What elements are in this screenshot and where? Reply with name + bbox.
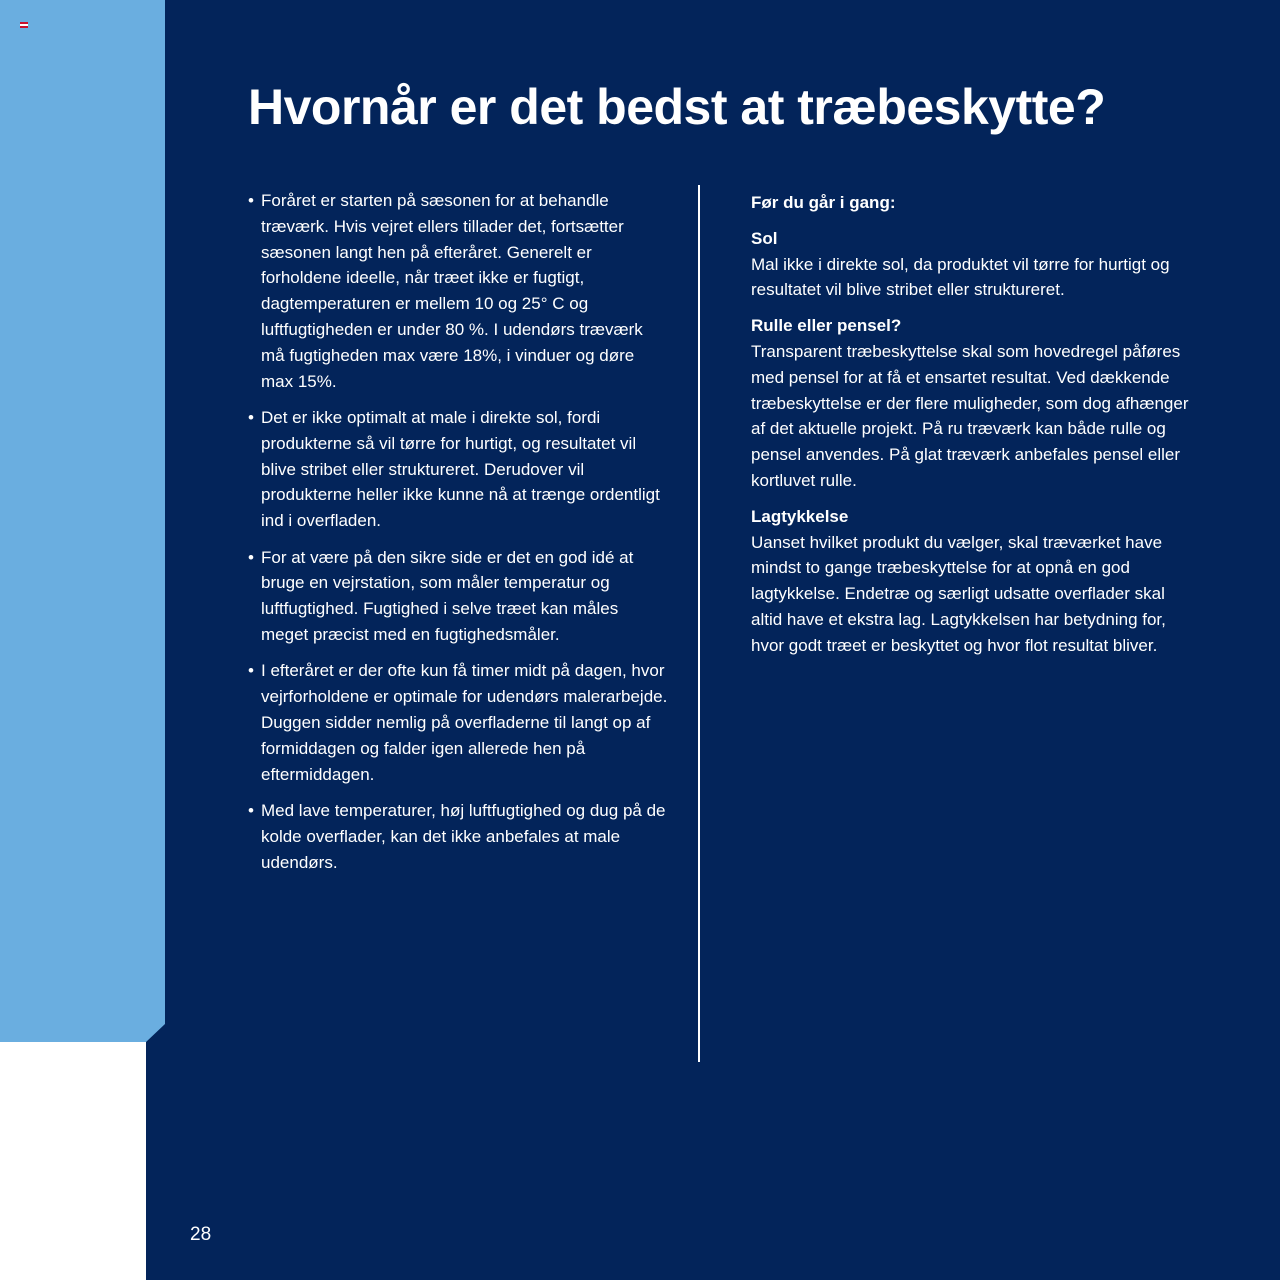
- bullet-icon: •: [248, 547, 254, 567]
- column-divider: [698, 185, 700, 1062]
- section-heading-rulle-eller-pensel: Rulle eller pensel?: [751, 316, 902, 336]
- section-text-rulle-eller-pensel: Transparent træbeskyttelse skal som hovedregel påføres med pensel for at få et ensartet resultat. Ved dækkende træbeskyttelse er der flere muligheder, som dog afhænger af det aktuelle projekt. På ru træværk kan både rulle og pensel anvendes. På glat træværk anbefales pensel eller kortluvet rulle.: [751, 341, 1189, 490]
- left-column: [248, 188, 668, 886]
- list-item: [248, 798, 668, 875]
- bullet-icon: •: [248, 661, 254, 681]
- bullet-icon: •: [248, 191, 254, 210]
- bullet-icon: •: [248, 800, 254, 820]
- list-item-text: I efteråret er der ofte kun få timer midt på dagen, hvor vejrforholdene er optimale for udendørs malerarbejde. Duggen sidder nemlig på overfladerne til langt op af formiddagen og falder igen allerede hen på eftermiddagen.: [261, 661, 668, 784]
- list-item: [248, 658, 668, 787]
- side-color-band: [0, 0, 165, 1042]
- section-text-lagtykkelse: Uanset hvilket produkt du vælger, skal træværket have mindst to gange træbeskyttelse for at opnå en god lagtykkelse. Endetræ og særligt udsatte overflader skal altid have et ekstra lag. Lagtykkelsen har betydning for, hvor godt træet er beskyttet og hvor flot resultat bliver.: [751, 532, 1166, 655]
- section-heading-sol: Sol: [751, 228, 778, 248]
- intro-heading: Før du går i gang:: [751, 193, 896, 212]
- list-item: [248, 405, 668, 534]
- list-item-text: Med lave temperaturer, høj luftfugtighed og dug på de kolde overflader, kan det ikke anbefales at male udendørs.: [261, 800, 666, 872]
- denmark-flag-icon: [20, 22, 28, 28]
- list-item-text: Foråret er starten på sæsonen for at behandle træværk. Hvis vejret ellers tillader det, fortsætter sæsonen langt hen på efteråret. Generelt er forholdene ideelle, når træet ikke er fugtigt, dagtemperaturen er mellem 10 og 25° C og luftfugtigheden er under 80 %. I udendørs træværk må fugtigheden max være 18%, i vinduer og døre max 15%.: [261, 191, 643, 391]
- list-item: [248, 188, 668, 394]
- bullet-icon: •: [248, 407, 254, 427]
- list-item-text: For at være på den sikre side er det en god idé at bruge en vejrstation, som måler temperatur og luftfugtighed. Fugtighed i selve træet kan måles meget præcist med en fugtighedsmåler.: [261, 547, 634, 644]
- page-title: Hvornår er det bedst at træbeskytte?: [248, 79, 1106, 135]
- list-item: [248, 545, 668, 648]
- list-item-text: Det er ikke optimalt at male i direkte sol, fordi produkterne så vil tørre for hurtigt, og resultatet vil blive stribet eller struktureret. Derudover vil produkterne heller ikke kunne nå at trænge ordentligt ind i overfladen.: [261, 407, 660, 531]
- right-column: [751, 190, 1191, 669]
- bullet-list: [248, 188, 668, 875]
- section-text-sol: Mal ikke i direkte sol, da produktet vil tørre for hurtigt og resultatet vil blive stribet eller struktureret.: [751, 254, 1170, 300]
- page-number: 28: [190, 1224, 212, 1245]
- section-heading-lagtykkelse: Lagtykkelse: [751, 506, 849, 526]
